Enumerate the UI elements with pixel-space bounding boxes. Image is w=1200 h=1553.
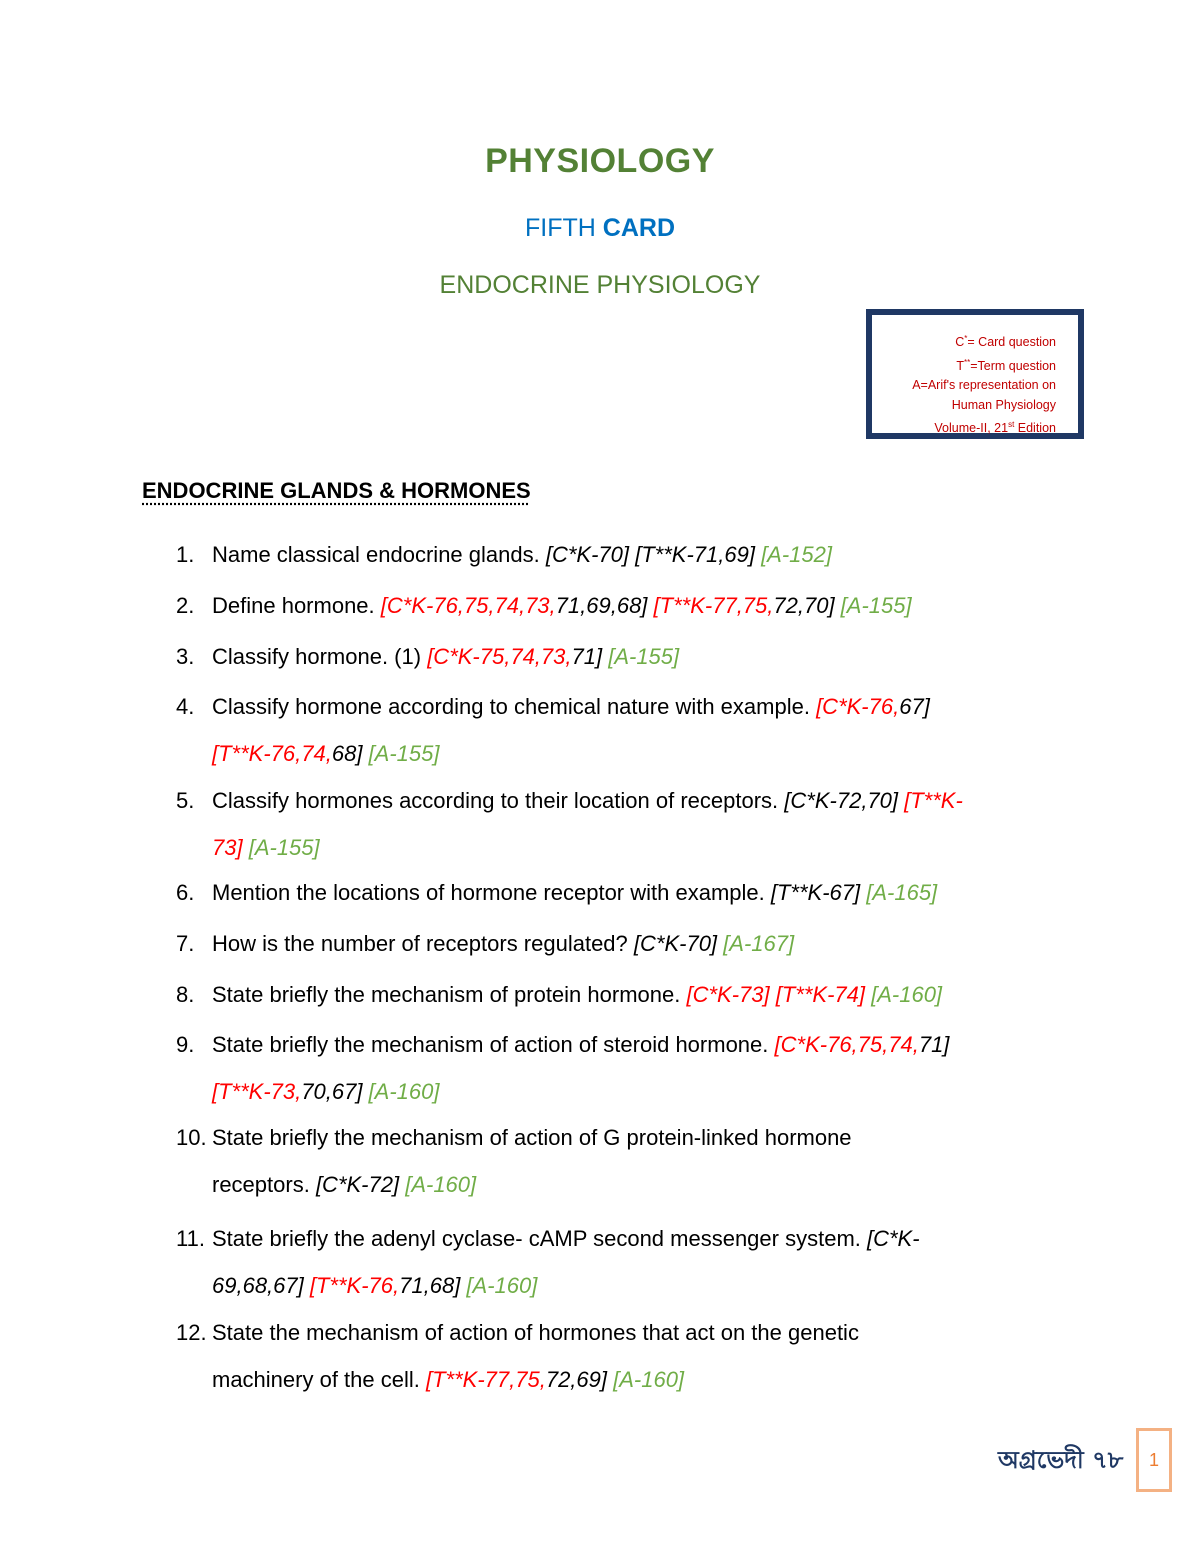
question-number: 12. [176,1320,207,1345]
footer-text: অগ্রভেদী ৭৮ [998,1446,1124,1474]
question-reference: 71,68] [399,1273,467,1298]
question-number: 1. [176,542,195,567]
question-text: State briefly the mechanism of action of steroid hormone. [212,1032,775,1057]
question-reference: [A-160] [466,1273,538,1298]
question-number: 8. [176,982,195,1007]
legend-line-card: C*= Card question [955,334,1056,350]
page-number: 1 [1136,1428,1172,1492]
question-reference: 71,69,68] [555,593,654,618]
question-number: 3. [176,644,195,669]
question-line [212,777,963,825]
question-text: State the mechanism of action of hormones that act on the genetic [212,1320,859,1345]
question-line [212,1161,476,1209]
legend-box [866,309,1084,439]
question-reference: 72,69] [545,1367,614,1392]
question-reference: 71] [918,1032,950,1057]
question-line [212,1114,852,1162]
question-reference: [A-155] [248,835,320,860]
question-reference: [A-160] [613,1367,685,1392]
question-line [212,582,912,630]
question-reference: 67] [899,694,930,719]
question-reference: 73] [212,835,249,860]
question-reference: 68] [331,741,369,766]
question-reference: [A-160] [405,1172,477,1197]
question-reference: [C*K-72] [315,1172,406,1197]
question-reference: [C*K-72,70] [784,788,905,813]
question-reference: 72,70] [773,593,841,618]
question-number: 6. [176,880,195,905]
question-line [212,730,439,778]
question-line [212,1356,684,1404]
question-line [212,869,937,917]
question-reference: [A-160] [368,1079,440,1104]
question-reference: [C*K-76,75,74, [774,1032,919,1057]
question-number: 5. [176,788,195,813]
question-text: How is the number of receptors regulated? [212,931,634,956]
question-reference: [A-165] [866,880,938,905]
question-reference: [C*K-76,75,74,73, [380,593,556,618]
question-text: machinery of the cell. [212,1367,426,1392]
card-label-word1: FIFTH [525,214,596,242]
question-number: 4. [176,694,195,719]
question-number: 9. [176,1032,195,1057]
question-reference: [C*K-76, [816,694,900,719]
question-line [212,531,832,579]
legend-line-term: T**=Term question [956,357,1056,373]
question-line [212,1309,859,1357]
question-line [212,824,320,872]
question-text: State briefly the mechanism of action of G protein-linked hormone [212,1125,852,1150]
question-line [212,1021,949,1069]
question-text: Mention the locations of hormone receptor with example. [212,880,771,905]
section-heading: ENDOCRINE GLANDS & HORMONES [142,478,531,503]
question-text: Name classical endocrine glands. [212,542,546,567]
question-reference: [C*K-75,74,73, [427,644,572,669]
question-reference: [T**K-67] [770,880,867,905]
question-line [212,1215,920,1263]
question-reference: [T**K-76, [309,1273,400,1298]
question-reference: 70,67] [301,1079,369,1104]
question-reference: [C*K- [867,1226,920,1251]
question-reference: [A-155] [840,593,912,618]
card-label-word2: CARD [602,214,675,242]
legend-line-book: Human Physiology [951,397,1056,412]
legend-line-arif: A=Arif's representation on [912,378,1056,393]
question-reference: [A-155] [608,644,680,669]
question-reference: [A-155] [368,741,440,766]
question-reference: [A-152] [761,542,832,567]
question-number: 7. [176,931,195,956]
question-text: Classify hormone according to chemical nature with example. [212,694,817,719]
question-line [212,1068,439,1116]
question-reference: [T**K-77,75, [425,1367,546,1392]
question-reference: [C*K-73] [T**K-74] [686,982,872,1007]
question-number: 2. [176,593,195,618]
question-reference: [A-167] [723,931,795,956]
question-text: Define hormone. [212,593,381,618]
question-reference: [A-160] [871,982,943,1007]
question-reference: 69,68,67] [212,1273,310,1298]
question-line [212,633,679,681]
page-subtitle: ENDOCRINE PHYSIOLOGY [439,271,761,299]
legend-line-edition: Volume-II, 21st Edition [934,420,1056,436]
page-title: PHYSIOLOGY [485,142,715,180]
question-reference: [T**K-77,75, [653,593,774,618]
question-line [212,971,942,1019]
question-line [212,920,794,968]
question-number: 11. [176,1226,205,1251]
question-reference: [T**K- [904,788,963,813]
question-reference: 71] [571,644,609,669]
question-text: Classify hormones according to their location of receptors. [212,788,785,813]
question-reference: [T**K-73, [212,1079,302,1104]
question-reference: [T**K-76,74, [212,741,332,766]
question-line [212,1262,537,1310]
legend-content [912,329,1056,439]
question-number: 10. [176,1125,207,1150]
card-label [0,214,1200,243]
question-reference: [C*K-70] [T**K-71,69] [545,542,762,567]
question-line [212,683,930,731]
question-text: State briefly the adenyl cyclase- cAMP second messenger system. [212,1226,867,1251]
question-text: State briefly the mechanism of protein hormone. [212,982,687,1007]
question-text: receptors. [212,1172,316,1197]
question-reference: [C*K-70] [633,931,724,956]
question-text: Classify hormone. (1) [212,644,428,669]
